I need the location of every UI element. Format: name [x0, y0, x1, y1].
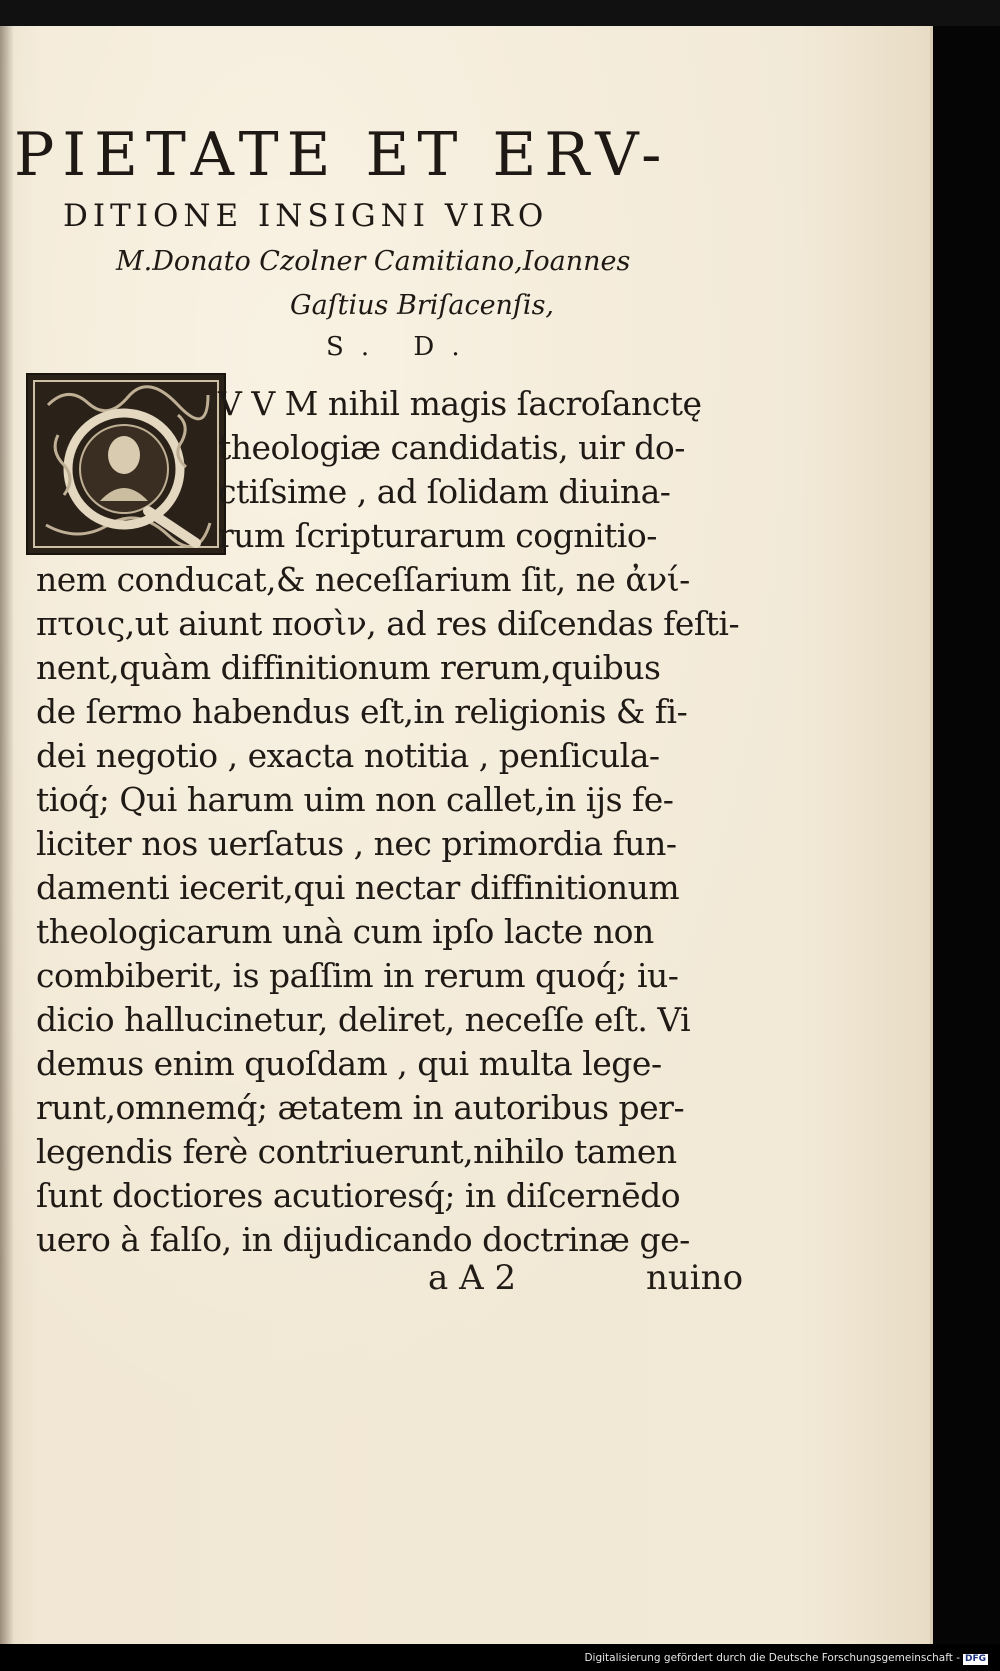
body-line: runt,omnemq́; ætatem in autoribus per- [36, 1088, 685, 1127]
body-line: liciter nos uerſatus , nec primordia fun- [36, 824, 677, 863]
body-line: theologicarum unà cum ipſo lacte non [36, 912, 654, 951]
heading-line-4: Gaſtius Briſacenſis, [290, 290, 555, 321]
scan-top-border [0, 0, 1000, 26]
body-line: dei negotio , exacta notitia , penſicula- [36, 736, 660, 775]
scan-right-border [933, 26, 1000, 1644]
body-line: tioq́; Qui harum uim non callet,in ijs fe- [36, 780, 674, 819]
body-line: nem conducat,& neceſſarium ſit, ne ἀνί- [36, 560, 690, 599]
body-line: V V M nihil magis ſacroſanctę [218, 384, 702, 423]
body-line: de ſermo habendus eſt,in religionis & fi- [36, 692, 688, 731]
catchword: nuino [646, 1258, 744, 1298]
decorated-initial-q [26, 373, 226, 555]
body-line: damenti iecerit,qui nectar diffinitionum [36, 868, 680, 907]
gutter-shadow [0, 26, 14, 1644]
body-line: nent,quàm diffinitionum rerum,quibus [36, 648, 661, 687]
credit-text: Digitalisierung gefördert durch die Deutsche Forschungsgemeinschaft - [584, 1652, 960, 1664]
body-line: ſunt doctiores acutioresq́; in diſcernēdo [36, 1176, 681, 1215]
body-line: ctiſsime , ad ſolidam diuina- [218, 472, 671, 511]
body-line: legendis ferè contriuerunt,nihilo tamen [36, 1132, 677, 1171]
woodcut-initial-icon [28, 375, 224, 553]
digitization-credit [584, 1652, 988, 1665]
heading-line-2: DITIONE INSIGNI VIRO [63, 198, 549, 234]
body-line: πτοις,ut aiunt ποσὶν, ad res diſcendas feſti- [36, 604, 740, 643]
body-line: uero à falſo, in dijudicando doctrinæ ge- [36, 1220, 690, 1259]
body-line: demus enim quoſdam , qui multa lege- [36, 1044, 662, 1083]
body-line: dicio hallucinetur, deliret, neceſſe eſt. Vi [36, 1000, 691, 1039]
body-line: rum ſcripturarum cognitio- [218, 516, 657, 555]
body-line: combiberit, is paſſim in rerum quoq́; iu- [36, 956, 679, 995]
heading-line-3: M.Donato Czolner Camitiano,Ioannes [116, 246, 631, 277]
salutation: S. D. [326, 332, 478, 362]
signature-mark: a A 2 [428, 1258, 517, 1298]
body-line: theologiæ candidatis, uir do- [218, 428, 685, 467]
heading-line-1: PIETATE ET ERV- [14, 120, 670, 190]
dfg-logo: DFG [964, 1654, 986, 1664]
